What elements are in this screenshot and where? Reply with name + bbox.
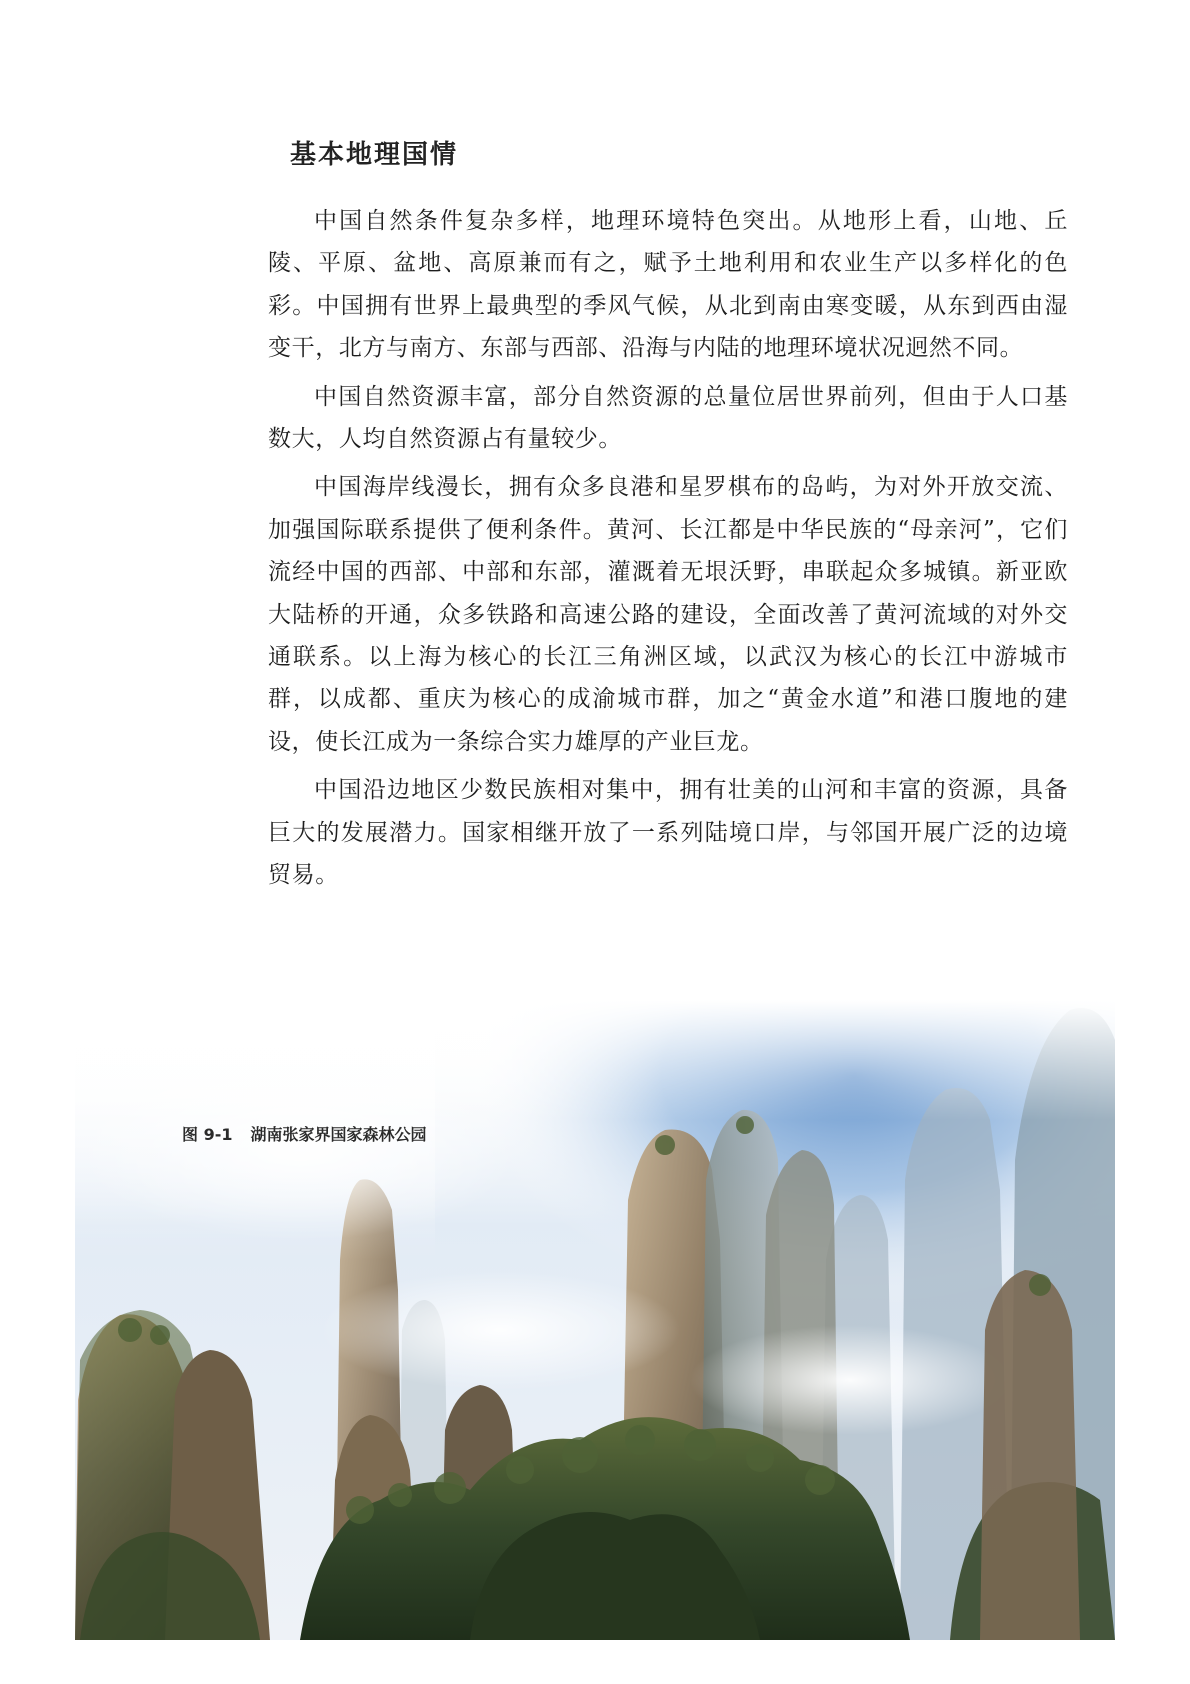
paragraph-terrain-climate: 中国自然条件复杂多样，地理环境特色突出。从地形上看，山地、丘陵、平原、盆地、高原兼而有之，赋予土地利用和农业生产以多样化的色彩。中国拥有世界上最典型的季风气候，从北到南由寒变暖，从东到西由湿变干，北方与南方、东部与西部、沿海与内陆的地理环境状况迥然不同。 — [268, 208, 1068, 362]
figure-caption — [182, 1122, 427, 1145]
figure-caption-text: 湖南张家界国家森林公园 — [250, 1125, 427, 1144]
section-title: 基本地理国情 — [290, 140, 459, 170]
paragraph-natural-resources: 中国自然资源丰富，部分自然资源的总量位居世界前列，但由于人口基数大，人均自然资源占有量较少。 — [268, 383, 1068, 453]
figure-number: 图 9-1 — [182, 1125, 233, 1144]
paragraph-border-regions: 中国沿边地区少数民族相对集中，拥有壮美的山河和丰富的资源，具备巨大的发展潜力。国家相继开放了一系列陆境口岸，与邻国开展广泛的边境贸易。 — [268, 777, 1068, 889]
paragraph-coastline-rivers: 中国海岸线漫长，拥有众多良港和星罗棋布的岛屿，为对外开放交流、加强国际联系提供了便利条件。黄河、长江都是中华民族的“母亲河”，它们流经中国的西部、中部和东部，灌溉着无垠沃野，串联起众多城镇。新亚欧大陆桥的开通，众多铁路和高速公路的建设，全面改善了黄河流域的对外交通联系。以上海为核心的长江三角洲区域，以武汉为核心的长江中游城市群，以成都、重庆为核心的成渝城市群，加之“黄金水道”和港口腹地的建设，使长江成为一条综合实力雄厚的产业巨龙。 — [268, 474, 1068, 755]
